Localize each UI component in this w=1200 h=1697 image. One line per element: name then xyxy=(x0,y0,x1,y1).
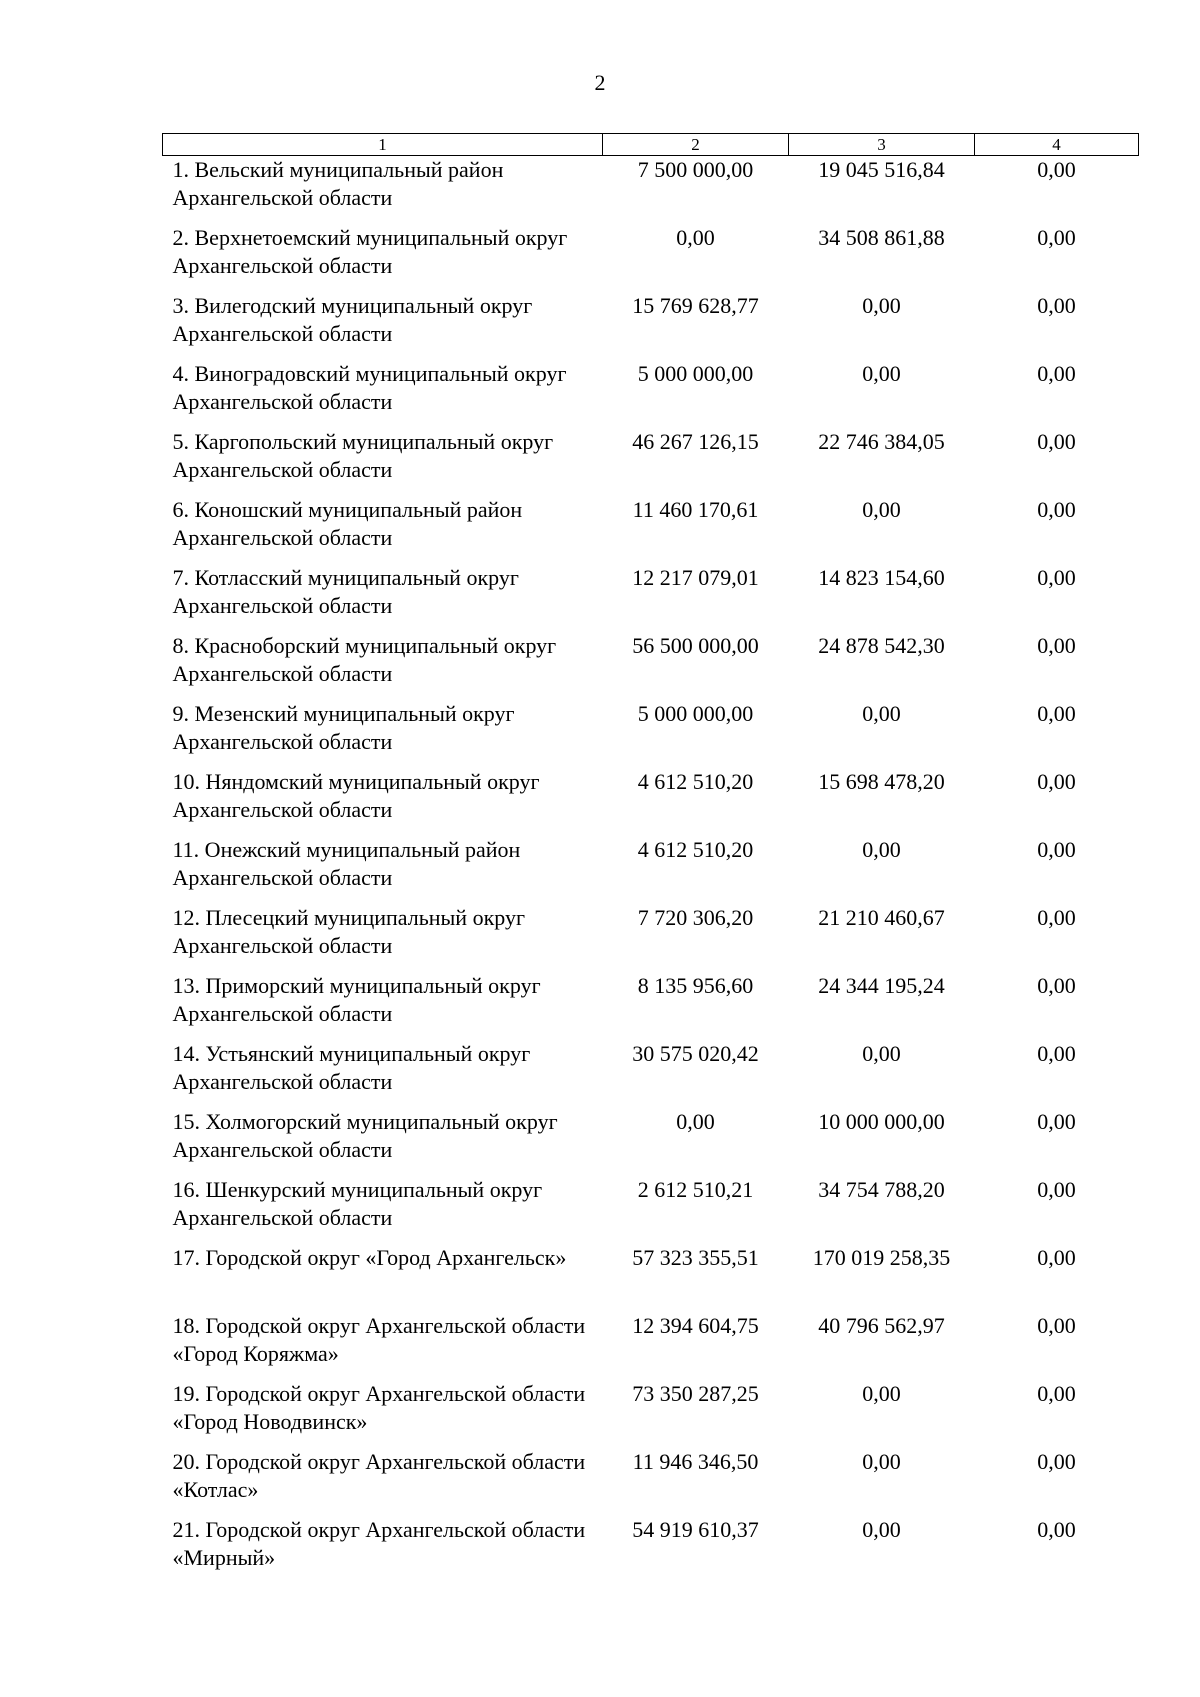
column-3-value-cell: 40 796 562,97 xyxy=(818,1313,945,1338)
header-col-2: 2 xyxy=(603,134,789,156)
column-2-value-cell: 12 217 079,01 xyxy=(632,565,759,590)
municipality-name-cell: 1. Вельский муниципальный район Архангельской области xyxy=(172,157,504,210)
column-2-value-cell: 7 720 306,20 xyxy=(637,905,754,930)
column-2-value-cell: 5 000 000,00 xyxy=(637,701,754,726)
allocation-table xyxy=(162,133,1138,1584)
table-row xyxy=(163,1448,1139,1516)
municipality-name-cell: 17. Городской округ «Город Архангельск» xyxy=(172,1245,567,1270)
table-row xyxy=(163,564,1139,632)
header-col-3: 3 xyxy=(789,134,975,156)
page-number: 2 xyxy=(594,70,606,95)
column-3-value-cell: 0,00 xyxy=(862,837,901,862)
table-row xyxy=(163,904,1139,972)
column-4-value-cell: 0,00 xyxy=(1037,497,1076,522)
header-row xyxy=(163,134,1139,156)
municipality-name-cell: 20. Городской округ Архангельской области «Котлас» xyxy=(172,1449,586,1502)
column-3-value-cell: 0,00 xyxy=(862,361,901,386)
column-2-value-cell: 57 323 355,51 xyxy=(632,1245,759,1270)
table-row xyxy=(163,1380,1139,1448)
column-4-value-cell: 0,00 xyxy=(1037,701,1076,726)
table-row xyxy=(163,1312,1139,1380)
column-3-value-cell: 0,00 xyxy=(862,1517,901,1542)
municipality-name-cell: 11. Онежский муниципальный район Архангельской области xyxy=(172,837,521,890)
column-4-value-cell: 0,00 xyxy=(1037,429,1076,454)
column-4-value-cell: 0,00 xyxy=(1037,157,1076,182)
column-2-value-cell: 11 946 346,50 xyxy=(632,1449,759,1474)
column-4-value-cell: 0,00 xyxy=(1037,361,1076,386)
table-row xyxy=(163,1040,1139,1108)
table-row xyxy=(163,496,1139,564)
table-body xyxy=(163,156,1139,1585)
table-row xyxy=(163,836,1139,904)
municipality-name-cell: 4. Виноградовский муниципальный округ Архангельской области xyxy=(172,361,567,414)
column-3-value-cell: 34 508 861,88 xyxy=(818,225,945,250)
column-4-value-cell: 0,00 xyxy=(1037,1449,1076,1474)
column-2-value-cell: 15 769 628,77 xyxy=(632,293,759,318)
column-2-value-cell: 73 350 287,25 xyxy=(632,1381,759,1406)
municipality-name-cell: 3. Вилегодский муниципальный округ Архангельской области xyxy=(172,293,533,346)
column-2-value-cell: 0,00 xyxy=(676,1109,715,1134)
column-2-value-cell: 2 612 510,21 xyxy=(637,1177,754,1202)
column-4-value-cell: 0,00 xyxy=(1037,633,1076,658)
column-2-value-cell: 5 000 000,00 xyxy=(637,361,754,386)
column-4-value-cell: 0,00 xyxy=(1037,769,1076,794)
column-2-value-cell: 56 500 000,00 xyxy=(632,633,759,658)
municipality-name-cell: 21. Городской округ Архангельской области «Мирный» xyxy=(172,1517,586,1570)
column-4-value-cell: 0,00 xyxy=(1037,1245,1076,1270)
column-4-value-cell: 0,00 xyxy=(1037,1381,1076,1406)
column-3-value-cell: 0,00 xyxy=(862,1449,901,1474)
column-3-value-cell: 14 823 154,60 xyxy=(818,565,945,590)
table-row xyxy=(163,428,1139,496)
column-4-value-cell: 0,00 xyxy=(1037,1041,1076,1066)
municipality-name-cell: 19. Городской округ Архангельской области «Город Новодвинск» xyxy=(172,1381,586,1434)
column-2-value-cell: 4 612 510,20 xyxy=(637,769,754,794)
table-row xyxy=(163,156,1139,225)
column-3-value-cell: 22 746 384,05 xyxy=(818,429,945,454)
column-4-value-cell: 0,00 xyxy=(1037,973,1076,998)
table-row xyxy=(163,1176,1139,1244)
municipality-name-cell: 12. Плесецкий муниципальный округ Архангельской области xyxy=(172,905,525,958)
column-2-value-cell: 4 612 510,20 xyxy=(637,837,754,862)
municipality-name-cell: 16. Шенкурский муниципальный округ Архангельской области xyxy=(172,1177,543,1230)
municipality-name-cell: 9. Мезенский муниципальный округ Архангельской области xyxy=(172,701,515,754)
column-4-value-cell: 0,00 xyxy=(1037,905,1076,930)
column-4-value-cell: 0,00 xyxy=(1037,225,1076,250)
column-3-value-cell: 21 210 460,67 xyxy=(818,905,945,930)
column-4-value-cell: 0,00 xyxy=(1037,1109,1076,1134)
table-row xyxy=(163,1108,1139,1176)
municipality-name-cell: 7. Котласский муниципальный округ Архангельской области xyxy=(172,565,519,618)
column-4-value-cell: 0,00 xyxy=(1037,293,1076,318)
column-3-value-cell: 19 045 516,84 xyxy=(818,157,945,182)
column-4-value-cell: 0,00 xyxy=(1037,565,1076,590)
municipality-name-cell: 2. Верхнетоемский муниципальный округ Архангельской области xyxy=(172,225,568,278)
municipality-name-cell: 6. Коношский муниципальный район Архангельской области xyxy=(172,497,523,550)
column-3-value-cell: 0,00 xyxy=(862,701,901,726)
column-2-value-cell: 54 919 610,37 xyxy=(632,1517,759,1542)
column-2-value-cell: 7 500 000,00 xyxy=(637,157,754,182)
column-4-value-cell: 0,00 xyxy=(1037,1177,1076,1202)
municipality-name-cell: 5. Каргопольский муниципальный округ Архангельской области xyxy=(172,429,554,482)
table-row xyxy=(163,768,1139,836)
column-3-value-cell: 0,00 xyxy=(862,293,901,318)
column-3-value-cell: 24 344 195,24 xyxy=(818,973,945,998)
column-2-value-cell: 30 575 020,42 xyxy=(632,1041,759,1066)
table-row xyxy=(163,700,1139,768)
column-3-value-cell: 10 000 000,00 xyxy=(818,1109,945,1134)
municipality-name-cell: 18. Городской округ Архангельской области «Город Коряжма» xyxy=(172,1313,586,1366)
municipality-name-cell: 10. Няндомский муниципальный округ Архангельской области xyxy=(172,769,540,822)
header-col-1: 1 xyxy=(163,134,603,156)
column-2-value-cell: 46 267 126,15 xyxy=(632,429,759,454)
column-3-value-cell: 34 754 788,20 xyxy=(818,1177,945,1202)
municipality-name-cell: 15. Холмогорский муниципальный округ Архангельской области xyxy=(172,1109,558,1162)
table-row xyxy=(163,360,1139,428)
column-3-value-cell: 24 878 542,30 xyxy=(818,633,945,658)
column-2-value-cell: 0,00 xyxy=(676,225,715,250)
table-header xyxy=(163,134,1139,156)
column-3-value-cell: 15 698 478,20 xyxy=(818,769,945,794)
column-4-value-cell: 0,00 xyxy=(1037,1313,1076,1338)
municipality-name-cell: 13. Приморский муниципальный округ Архангельской области xyxy=(172,973,541,1026)
column-3-value-cell: 0,00 xyxy=(862,1381,901,1406)
column-4-value-cell: 0,00 xyxy=(1037,837,1076,862)
column-3-value-cell: 0,00 xyxy=(862,497,901,522)
column-2-value-cell: 8 135 956,60 xyxy=(637,973,754,998)
column-2-value-cell: 12 394 604,75 xyxy=(632,1313,759,1338)
municipality-name-cell: 14. Устьянский муниципальный округ Архангельской области xyxy=(172,1041,531,1094)
table-row xyxy=(163,972,1139,1040)
table-row xyxy=(163,1244,1139,1312)
column-4-value-cell: 0,00 xyxy=(1037,1517,1076,1542)
table-row xyxy=(163,224,1139,292)
column-3-value-cell: 0,00 xyxy=(862,1041,901,1066)
table-row xyxy=(163,1516,1139,1584)
column-3-value-cell: 170 019 258,35 xyxy=(812,1245,951,1270)
table-row xyxy=(163,632,1139,700)
table-row xyxy=(163,292,1139,360)
header-col-4: 4 xyxy=(975,134,1139,156)
municipality-name-cell: 8. Красноборский муниципальный округ Архангельской области xyxy=(172,633,557,686)
column-2-value-cell: 11 460 170,61 xyxy=(632,497,759,522)
